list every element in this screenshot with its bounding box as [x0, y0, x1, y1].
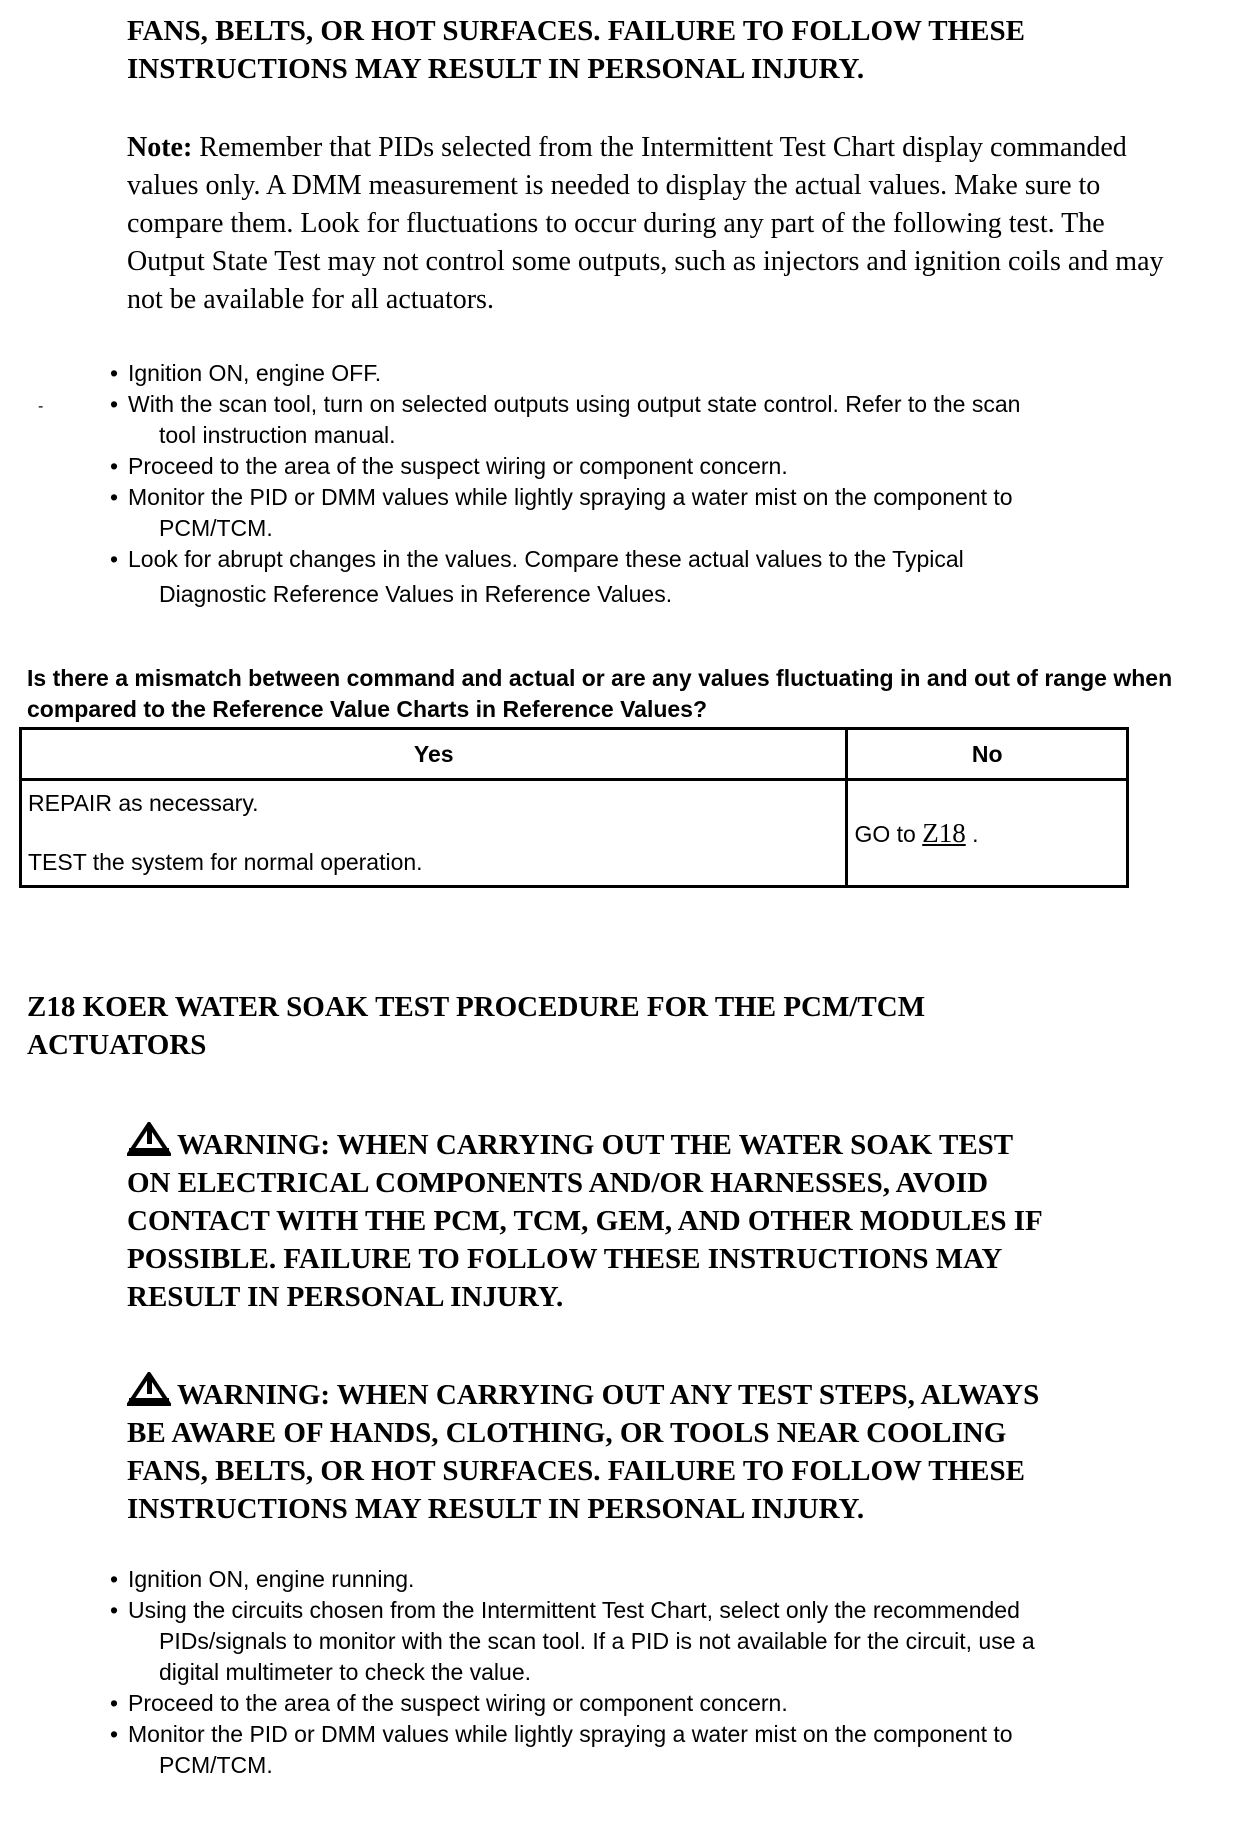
section-heading: Z18 KOER WATER SOAK TEST PROCEDURE FOR THE PCM/TCM ACTUATORS	[27, 991, 926, 1061]
warning-triangle-icon	[127, 1372, 171, 1406]
stray-mark: -	[38, 398, 44, 415]
warning-triangle-icon	[127, 1122, 171, 1156]
yes-no-table	[19, 727, 1129, 888]
bullet-list-2	[110, 1564, 1220, 1781]
z18-link[interactable]: Z18	[922, 817, 966, 848]
warning-2: WARNING: WHEN CARRYING OUT ANY TEST STEPS, ALWAYS BE AWARE OF HANDS, CLOTHING, OR TOOLS NEAR COOLING FANS, BELTS, OR HOT SURFACES. FAILURE TO FOLLOW THESE INSTRUCTIONS MAY RESULT IN PERSONAL INJURY.	[127, 1372, 1237, 1528]
yes-cell: REPAIR as necessary. TEST the system for normal operation.	[21, 780, 847, 887]
warning-1: WARNING: WHEN CARRYING OUT THE WATER SOAK TEST ON ELECTRICAL COMPONENTS AND/OR HARNESSES, AVOID CONTACT WITH THE PCM, TCM, GEM, AND OTHER MODULES IF POSSIBLE. FAILURE TO FOLLOW THESE INSTRUCTIONS MAY RESULT IN PERSONAL INJURY.	[127, 1122, 1237, 1316]
note-label: Note:	[127, 132, 193, 163]
list-item: • Proceed to the area of the suspect wiring or component concern.	[110, 1690, 788, 1716]
note-paragraph: Note: Remember that PIDs selected from the Intermittent Test Chart display commanded values only. A DMM measurement is needed to display the actual values. Make sure to compare them. Look for fluctuations to occur during any part of the following test. The Output State Test may not control some outputs, such as injectors and ignition coils and may not be available for all actuators.	[127, 132, 1164, 315]
list-item: • With the scan tool, turn on selected outputs using output state control. Refer to the scan tool instruction manual.	[110, 391, 1021, 448]
top-warning-tail: FANS, BELTS, OR HOT SURFACES. FAILURE TO FOLLOW THESE INSTRUCTIONS MAY RESULT IN PERSONAL INJURY.	[127, 15, 1025, 85]
list-item: • Proceed to the area of the suspect wiring or component concern.	[110, 453, 788, 479]
bullet-list-1	[110, 358, 1220, 613]
list-item: • Ignition ON, engine OFF.	[110, 360, 382, 386]
list-item: • Look for abrupt changes in the values. Compare these actual values to the Typical Diagnostic Reference Values in Reference Values.	[110, 546, 964, 607]
header-yes: Yes	[21, 729, 847, 780]
list-item: • Ignition ON, engine running.	[110, 1566, 415, 1592]
list-item: • Using the circuits chosen from the Intermittent Test Chart, select only the recommended PIDs/signals to monitor with the scan tool. If a PID is not available for the circuit, use a digital multimeter to check the value.	[110, 1597, 1035, 1685]
list-item: • Monitor the PID or DMM values while lightly spraying a water mist on the component to PCM/TCM.	[110, 484, 1013, 541]
list-item: • Monitor the PID or DMM values while lightly spraying a water mist on the component to PCM/TCM.	[110, 1721, 1013, 1778]
header-no: No	[847, 729, 1128, 780]
decision-question: Is there a mismatch between command and actual or are any values fluctuating in and out of range when compared to the Reference Value Charts in Reference Values?	[27, 665, 1173, 722]
no-cell: GO to Z18 .	[847, 780, 1128, 887]
